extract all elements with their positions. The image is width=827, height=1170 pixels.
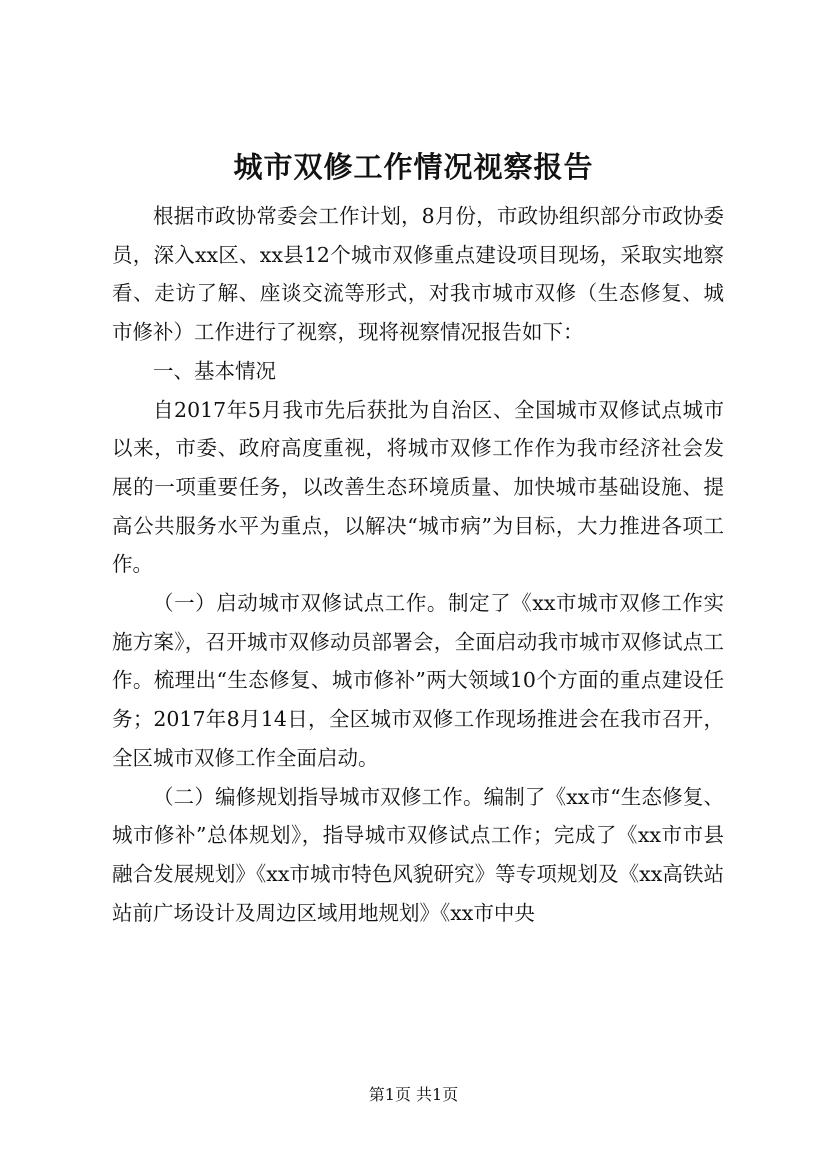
section-heading-basic-situation: 一、基本情况 — [153, 358, 276, 383]
paragraph-intro: 根据市政协常委会工作计划，8月份，市政协组织部分市政协委员，深入xx区、xx县12个城市双修重点建设项目现场，采取实地察看、走访了解、座谈交流等形式，对我市城市双修（生态修复、城市修补）工作进行了视察，现将视察情况报告如下： — [112, 204, 724, 345]
document-body — [112, 197, 724, 932]
page-footer: 第1页 共1页 — [368, 1085, 459, 1104]
paragraph-background: 自2017年5月我市先后获批为自治区、全国城市双修试点城市以来，市委、政府高度重视，将城市双修工作作为我市经济社会发展的一项重要任务，以改善生态环境质量、加快城市基础设施、提高公共服务水平为重点，以解决“城市病”为目标，大力推进各项工作。 — [112, 397, 724, 577]
paragraph-item-two: （二）编修规划指导城市双修工作。编制了《xx市“生态修复、城市修补”总体规划》，指导城市双修试点工作；完成了《xx市市县融合发展规划》《xx市城市特色风貌研究》等专项规划及《xx高铁站站前广场设计及周边区域用地规划》《xx市中央 — [112, 784, 724, 925]
paragraph-item-one: （一）启动城市双修试点工作。制定了《xx市城市双修工作实施方案》，召开城市双修动员部署会，全面启动我市城市双修试点工作。梳理出“生态修复、城市修补”两大领域10个方面的重点建设任务；2017年8月14日，全区城市双修工作现场推进会在我市召开，全区城市双修工作全面启动。 — [112, 591, 724, 770]
document-title: 城市双修工作情况视察报告 — [233, 150, 594, 184]
